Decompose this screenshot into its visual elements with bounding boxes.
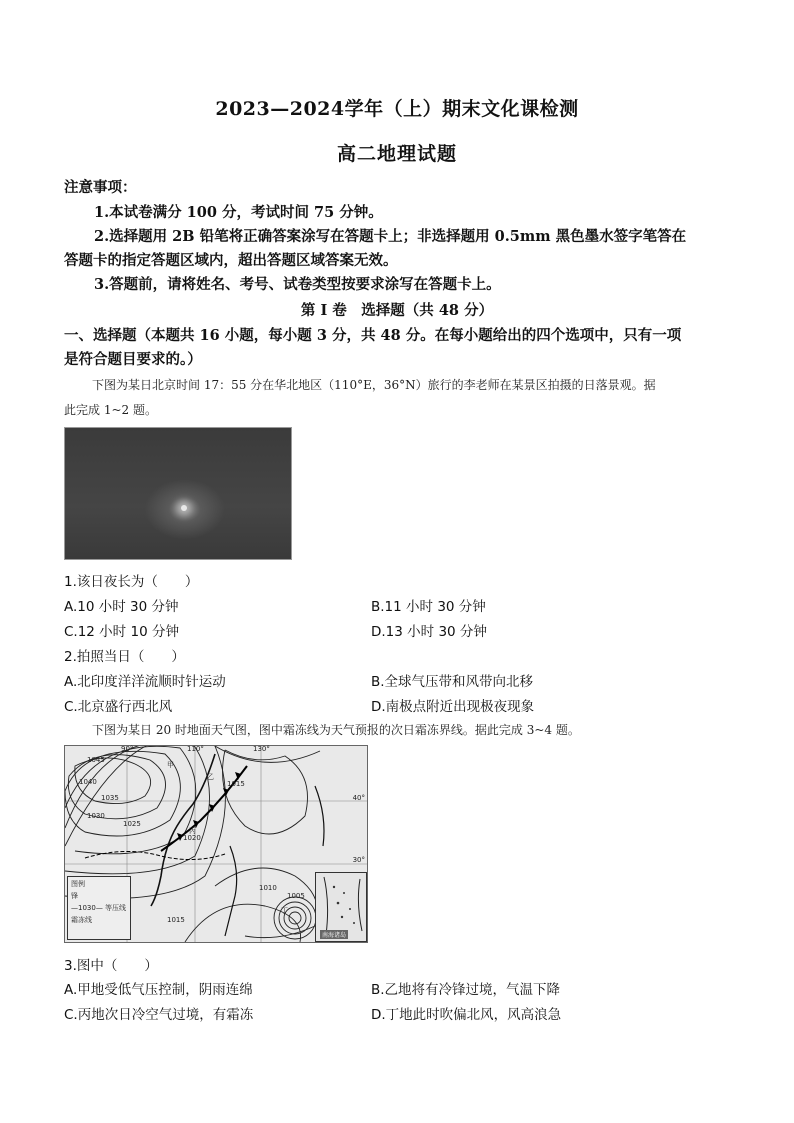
exam-title: 2023—2024学年（上）期末文化课检测 (215, 98, 579, 120)
q3-option-a: A.甲地受低气压控制，阴雨连绵 (64, 982, 253, 998)
q1-option-c: C.12 小时 10 分钟 (64, 624, 179, 640)
place-bing: 丙 (189, 827, 196, 835)
q1-option-a: A.10 小时 30 分钟 (64, 599, 179, 615)
place-yi: 乙 (207, 773, 214, 781)
notice-item-1: 1.本试卷满分 100 分，考试时间 75 分钟。 (94, 204, 383, 221)
passage1-line-a: 下图为某日北京时间 17：55 分在华北地区（110°E，36°N）旅行的李老师在某景区拍摄的日落景观。据 (92, 378, 656, 392)
q3-option-c: C.丙地次日冷空气过境，有霜冻 (64, 1007, 254, 1023)
exam-subtitle: 高二地理试题 (336, 143, 457, 165)
lat-label-40: 40° (352, 794, 365, 802)
q1-option-b: B.11 小时 30 分钟 (371, 599, 486, 615)
q2-option-b: B.全球气压带和风带向北移 (371, 674, 534, 690)
sun-glow (181, 505, 187, 511)
isobar-label-1010: 1010 (259, 884, 277, 892)
notice-item-3: 3.答题前，请将姓名、考号、试卷类型按要求涂写在答题卡上。 (94, 276, 501, 293)
isobar-label-1040: 1040 (79, 778, 97, 786)
isobar-label-1045: 1045 (87, 756, 105, 764)
inset-label: 南海诸岛 (322, 932, 347, 939)
isobar-label-1035: 1035 (101, 794, 119, 802)
q2-stem: 2.拍照当日（ ） (64, 649, 185, 665)
isobar-label-1015: 1015 (227, 780, 245, 788)
lat-label-30: 30° (352, 856, 365, 864)
place-jia: 甲 (167, 761, 174, 769)
q3-option-d: D.丁地此时吹偏北风，风高浪急 (371, 1007, 562, 1023)
section-title: 第 I 卷 选择题（共 48 分） (300, 302, 494, 319)
isobar-label-1020: 1020 (183, 834, 201, 842)
place-ding: 丁 (281, 907, 288, 915)
section-instruction-a: 一、选择题（本题共 16 小题，每小题 3 分，共 48 分。在每小题给出的四个选项中，只有一项 (64, 327, 682, 344)
sunset-photo (64, 427, 292, 560)
q3-option-b: B.乙地将有冷锋过境，气温下降 (371, 982, 561, 998)
notice-item-2b: 答题卡的指定答题区域内，超出答题区域答案无效。 (64, 252, 398, 269)
isobar-label-1025: 1025 (123, 820, 141, 828)
passage2-line: 下图为某日 20 时地面天气图，图中霜冻线为天气预报的次日霜冻界线。据此完成 3~4 题。 (92, 723, 580, 737)
isobar-label-1015-south: 1015 (167, 916, 185, 924)
lon-label-90: 90° (121, 745, 134, 753)
weather-map (64, 745, 368, 943)
map-legend (67, 876, 131, 940)
legend-isobar: —1030— 等压线 (71, 904, 127, 912)
passage1-line-b: 此完成 1~2 题。 (64, 403, 157, 417)
isobar-label-1005: 1005 (287, 892, 305, 900)
section-instruction-b: 是符合题目要求的。） (64, 351, 202, 368)
lon-label-110: 110° (187, 745, 204, 753)
q1-stem: 1.该日夜长为（ ） (64, 574, 199, 590)
lon-label-130: 130° (253, 745, 270, 753)
q1-option-d: D.13 小时 30 分钟 (371, 624, 487, 640)
q2-option-a: A.北印度洋洋流顺时针运动 (64, 674, 226, 690)
legend-title: 图例 (71, 880, 85, 888)
q3-stem: 3.图中（ ） (64, 958, 158, 974)
legend-front: 锋 (71, 892, 78, 900)
legend-frost-line: 霜冻线 (71, 916, 92, 924)
notice-item-2a: 2.选择题用 2B 铅笔将正确答案涂写在答题卡上；非选择题用 0.5mm 黑色墨水签字笔答在 (94, 228, 687, 245)
isobar-label-1030: 1030 (87, 812, 105, 820)
south-china-sea-inset (315, 872, 367, 942)
q2-option-d: D.南极点附近出现极夜现象 (371, 699, 535, 715)
notice-heading: 注意事项： (64, 179, 137, 196)
q2-option-c: C.北京盛行西北风 (64, 699, 173, 715)
